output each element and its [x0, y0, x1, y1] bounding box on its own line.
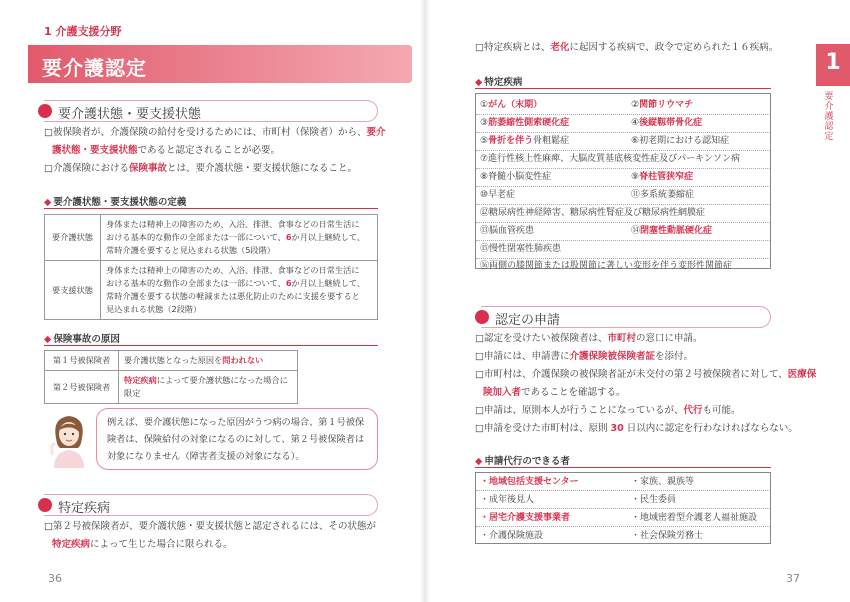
- table-cell: 身体または精神上の障害のため、入浴、排泄、食事などの日常生活に おける基本的な動作の全部または一部について、6か月以上継続して、 常時介護を要すると見込まれる状態（5段階）: [101, 215, 378, 261]
- section-bullet-icon: [38, 498, 52, 512]
- section-heading-application: [481, 306, 771, 328]
- section-bullet-icon: [38, 104, 52, 118]
- list-item: ⑯両側の膝関節または股関節に著しい変形を伴う変形性関節症: [480, 261, 733, 271]
- causes-underline: [44, 345, 378, 346]
- list-item: ⑤骨折を伴う骨粗鬆症: [480, 136, 570, 146]
- disease-list-subheading: ◆ 特定疾病: [475, 77, 523, 88]
- application-line5: □申請は、原則本人が行うことになっているが、代行も可能。: [475, 405, 741, 416]
- specific-disease-intro: □特定疾病とは、老化に起因する疾病で、政令で定められた１６疾病。: [475, 42, 779, 53]
- table-row: [45, 261, 378, 320]
- list-item: ⑩早老症: [480, 190, 516, 200]
- list-item: ・家族、親族等: [631, 477, 695, 487]
- care-state-paragraph-line2: 護状態・要支援状態であると認定されることが必要。: [52, 145, 281, 156]
- definitions-underline: [44, 208, 378, 209]
- causes-table: [44, 350, 298, 404]
- list-item: ・民生委員: [631, 495, 677, 505]
- section-heading-text: 認定の申請: [495, 313, 561, 328]
- list-item: ④後縦靱帯骨化症: [631, 118, 703, 128]
- list-item: ⑥初老期における認知症: [631, 136, 730, 146]
- application-line2: □申請には、申請書に介護保険被保険者証を添付。: [475, 351, 694, 362]
- page-title-bar: [28, 45, 412, 83]
- insurance-accident-paragraph: □介護保険における保険事故とは、要介護状態・要支援状態になること。: [44, 163, 358, 174]
- application-line4: 険加入者であることを確認する。: [483, 387, 626, 398]
- bubble-line: 例えば、要介護状態になった原因がうつ病の場合、第１号被保: [107, 417, 365, 428]
- list-item: ⑬脳血管疾患: [480, 226, 535, 236]
- list-item: ⑭閉塞性動脈硬化症: [631, 226, 713, 236]
- list-item: ・居宅介護支援事業者: [480, 513, 571, 523]
- table-row: [45, 371, 298, 404]
- specific-disease-line2: 特定疾病によって生じた場合に限られる。: [52, 539, 233, 550]
- list-item: ⑨脊柱管狭窄症: [631, 172, 694, 182]
- speech-bubble: [96, 408, 378, 470]
- list-item: ・介護保険施設: [480, 531, 544, 541]
- book-gutter: [420, 0, 430, 602]
- section-bullet-icon: [475, 310, 489, 324]
- section-heading-specific-disease: [44, 494, 378, 516]
- section-heading-care-state: [44, 100, 378, 122]
- table-header-cell: 要支援状態: [45, 261, 101, 320]
- table-cell: 特定疾病によって要介護状態になった場合に限定: [119, 371, 298, 404]
- list-item: ⑪多系統萎縮症: [631, 190, 695, 200]
- agents-underline: [475, 467, 771, 468]
- woman-avatar-icon: [48, 412, 90, 468]
- chapter-tab: [816, 44, 850, 86]
- page-number-right: 37: [786, 572, 800, 585]
- table-row: [45, 215, 378, 261]
- list-item: ・地域密着型介護老人福祉施設: [631, 513, 758, 523]
- bubble-line: 険者は、保険給付の対象になるのに対して、第２号被保険者は: [107, 434, 365, 445]
- table-cell: 要介護状態となった原因を問われない: [119, 351, 298, 371]
- list-item: ⑦進行性核上性麻痺、大脳皮質基底核変性症及びパーキンソン病: [480, 154, 740, 164]
- agents-subheading: ◆ 申請代行のできる者: [475, 456, 570, 467]
- section-heading-text: 特定疾病: [58, 501, 111, 516]
- list-item: ①がん（末期）: [480, 100, 543, 110]
- definitions-subheading: ◆ 要介護状態・要支援状態の定義: [44, 197, 187, 208]
- list-item: ③筋萎縮性側索硬化症: [480, 118, 570, 128]
- table-cell: 身体または精神上の障害のため、入浴、排泄、食事などの日常生活に おける基本的な動作の全部または一部について、6か月以上継続して、 常時介護を要する状態の軽減または悪化防止のために支援を要すると 見込まれる状態（2段階）: [101, 261, 378, 320]
- table-row: [45, 351, 298, 371]
- specific-disease-line1: □第２号被保険者が、要介護状態・要支援状態と認定されるには、その状態が: [44, 521, 376, 532]
- disease-list-underline: [475, 88, 771, 89]
- application-line3: □市町村は、介護保険の被保険者証が未交付の第２号被保険者に対して、医療保: [475, 369, 817, 380]
- definitions-table: [44, 214, 378, 320]
- page-title: 要介護認定: [42, 56, 147, 80]
- list-item: ⑫糖尿病性神経障害、糖尿病性腎症及び糖尿病性網膜症: [480, 208, 706, 218]
- table-header-cell: 要介護状態: [45, 215, 101, 261]
- care-state-paragraph-line1: □被保険者が、介護保険の給付を受けるためには、市町村（保険者）から、要介: [44, 127, 386, 138]
- application-line1: □認定を受けたい被保険者は、市町村の窓口に申請。: [475, 333, 703, 344]
- page-number-left: 36: [48, 572, 62, 585]
- list-item: ・社会保険労務士: [631, 531, 704, 541]
- list-item: ⑧脊髄小脳変性症: [480, 172, 552, 182]
- chapter-tab-number: 1: [825, 50, 841, 75]
- list-item: ⑮慢性閉塞性肺疾患: [480, 244, 562, 254]
- application-line6: □申請を受けた市町村は、原則 30 日以内に認定を行わなければならない。: [475, 423, 798, 434]
- chapter-vertical-label: 要介護認定: [824, 92, 834, 142]
- table-header-cell: 第１号被保険者: [45, 351, 119, 371]
- chapter-label: 1 介護支援分野: [44, 25, 122, 38]
- table-header-cell: 第２号被保険者: [45, 371, 119, 404]
- section-heading-text: 要介護状態・要支援状態: [58, 107, 202, 122]
- list-item: ・成年後見人: [480, 495, 535, 505]
- list-item: ②関節リウマチ: [631, 100, 694, 110]
- bubble-line: 対象になりません（障害者支援の対象になる）。: [107, 451, 305, 462]
- causes-subheading: ◆ 保険事故の原因: [44, 334, 120, 345]
- list-item: ・地域包括支援センター: [480, 477, 579, 487]
